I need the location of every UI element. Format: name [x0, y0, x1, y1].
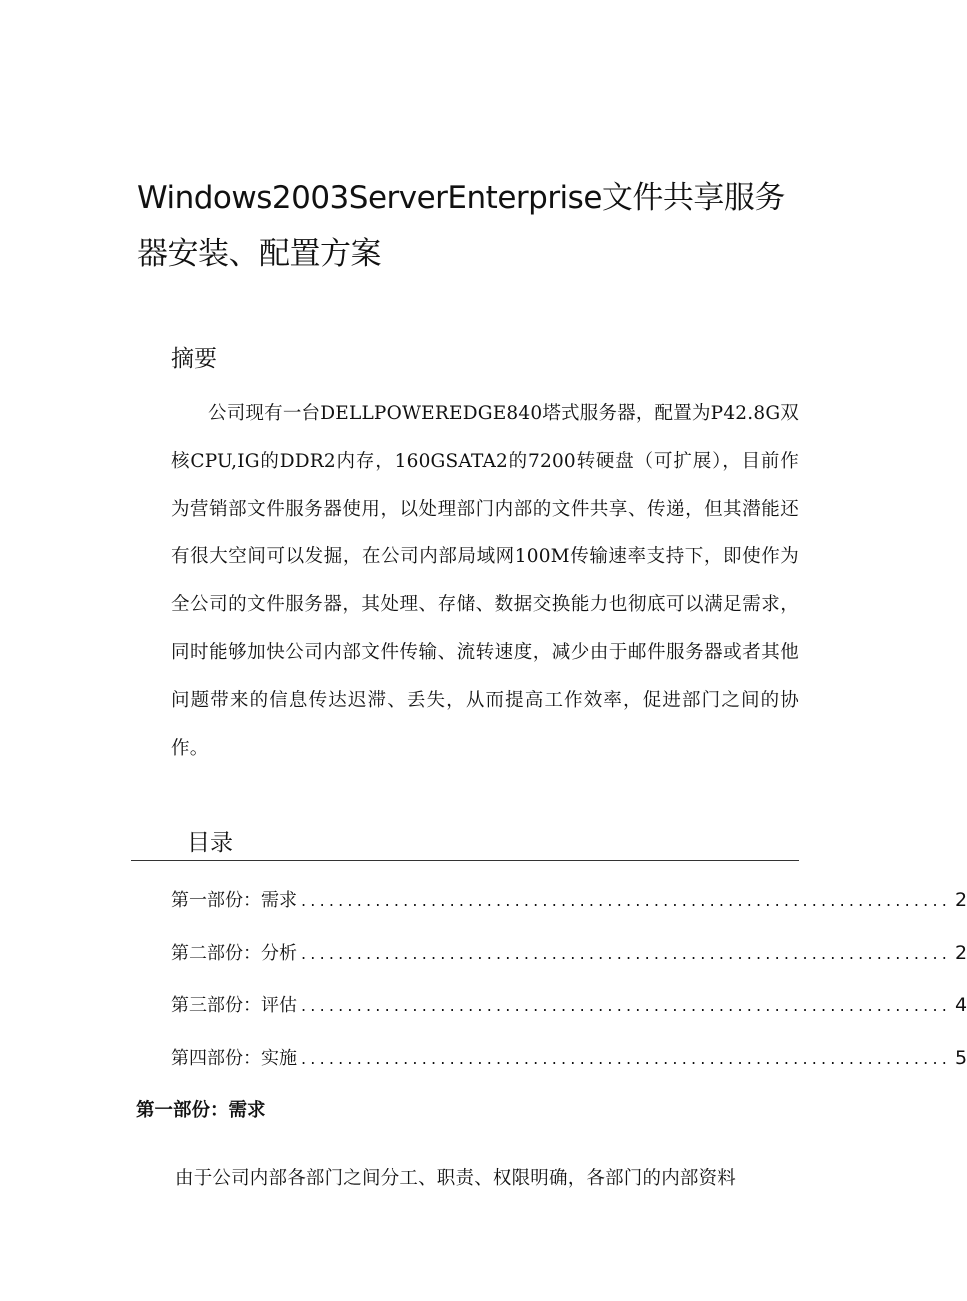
toc-entry-label: 第一部份：需求: [171, 890, 297, 911]
toc-leader-dots: ......................................................................: [301, 996, 952, 1015]
toc-entry[interactable]: [171, 882, 967, 935]
toc-entry-page: 2: [955, 941, 967, 964]
toc-heading: 目录: [187, 830, 233, 856]
toc-entry[interactable]: [171, 987, 967, 1040]
section-heading: 第一部份：需求: [136, 1100, 266, 1121]
table-of-contents: [171, 882, 967, 1092]
toc-divider: [131, 860, 799, 861]
toc-entry-page: 5: [955, 1046, 967, 1069]
toc-entry-page: 4: [955, 994, 967, 1016]
abstract-heading: 摘要: [171, 346, 217, 372]
toc-leader-dots: ......................................................................: [301, 943, 952, 963]
toc-entry[interactable]: [171, 935, 967, 988]
toc-entry[interactable]: [171, 1040, 967, 1093]
toc-leader-dots: ......................................................................: [301, 1048, 952, 1068]
toc-entry-label: 第二部份：分析: [171, 942, 297, 964]
toc-entry-label: 第四部份：实施: [171, 1047, 297, 1069]
toc-entry-label: 第三部份：评估: [171, 995, 297, 1016]
section-body: 由于公司内部各部门之间分工、职责、权限明确，各部门的内部资料: [175, 1168, 737, 1189]
document-title: Windows2003ServerEnterprise文件共享服务器安装、配置方案: [137, 180, 785, 272]
toc-leader-dots: ......................................................................: [301, 891, 952, 910]
abstract-body: 公司现有一台DELLPOWEREDGE840塔式服务器，配置为P42.8G双核CPU,IG的DDR2内存，160GSATA2的7200转硬盘（可扩展），目前作为营销部文件服务器使用，以处理部门内部的文件共享、传递，但其潜能还有很大空间可以发掘，在公司内部局域网100M传输速率支持下，即使作为全公司的文件服务器，其处理、存储、数据交换能力也彻底可以满足需求，同时能够加快公司内部文件传输、流转速度，减少由于邮件服务器或者其他问题带来的信息传达迟滞、丢失，从而提高工作效率，促进部门之间的协作。: [171, 403, 799, 759]
toc-entry-page: 2: [955, 889, 967, 911]
